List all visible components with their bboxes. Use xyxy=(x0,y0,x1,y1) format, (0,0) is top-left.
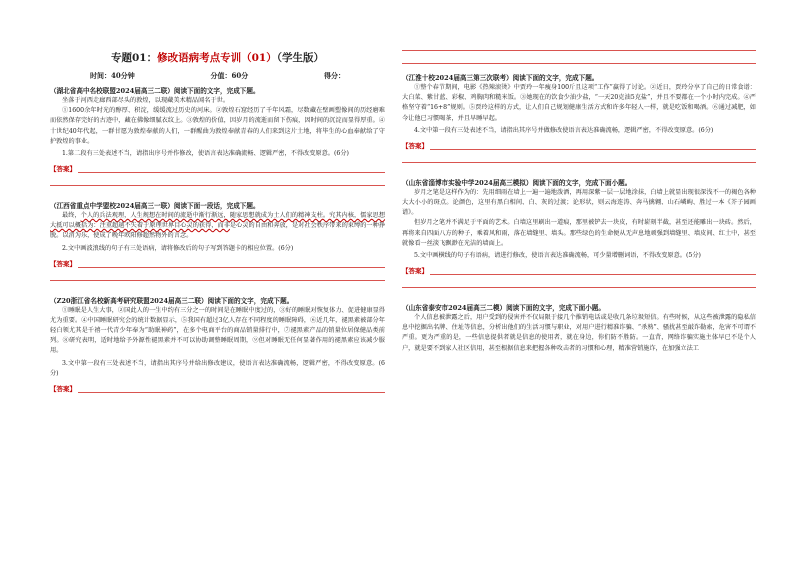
section-2-p1: 最终，个人的兵法观理，人生规想在时间的流逝中渐行渐远，随家思想就成为士人们的精神支柱。究其内核，儒家思想大抵可以概括为：注重超越不失着于原理世界目心灵的获得，而非是心灵的自由和奔放，是对社会秩序带来的束缚的一种挣脱。以消为乐，使成了晚年欧阳修超然物外的言念。 xyxy=(50,212,385,240)
title-block xyxy=(50,50,385,81)
section-6-p1: 个人信息被泄露之后，用户受到的侵害并不仅局限于接几个推销电话或是收几条垃圾短信。有些时候，从这些被泄露的隐私信息中挖掘出名牌、住址等信息，分析出他们的生活习惯与职业，对用户进行精准诈骗、“杀熟”、骚扰甚至敲诈勒索，危害不可谓不严重。更为严重的是，一些信息提供者就是信息的使用者，就在身边，你们防不胜防。一直背，网络诈骗实施主体早已不是个人户，就是要不到家人社区信用，甚至根据信息来把握各种攻击者的习惯和心理，精准营销施诈，在加强立法工 xyxy=(402,314,756,352)
title-highlight: 修改语病考点专训（01） xyxy=(157,52,277,64)
section-5-head: （山东省淄博市实验中学2024届高三模拟）阅读下面的文字，完成下面小题。 xyxy=(402,178,632,187)
answer-line[interactable] xyxy=(78,165,385,173)
question-4: 4.文中第一段有三处表述不当，请指出其序号并做修改使语言表达准确流畅，逻辑严密，不得改变原意。(6分) xyxy=(414,126,714,134)
section-1-head: （湖北省高中名校联盟2024届高三二联）阅读下面的文字，完成下题。 xyxy=(50,87,260,95)
answer-label: 【答案】 xyxy=(50,259,76,268)
section-4-p1: ①整个春节期间，电影《热辣滚烫》中贾玲一年瘦身100斤且这项“工作”赢得了讨论。②近日，贾玲分享了自己的日常食谱：大白菜、紫甘蓝、彩椒、鸡胸肉和糙米饭。③她现在的饮食少油少盐，“一天20克油5克盐”，并且不要都在一个小时内完成。④严格坚守着“16+8”规则。⑤贾玲这样的方式，让人们自己规划健康生活方式和许多年轻人一样，就是吃饭和喝酒。⑥通过减肥，如今让他已习惯喝茶，并且早睡早起。 xyxy=(402,84,756,122)
answer-line[interactable] xyxy=(78,260,385,268)
wavy-sentence: 个人的兵法观理，人生规想在时间的流逝中渐行渐远，随家思想就成为士人们的精神 xyxy=(80,212,311,220)
answer-line[interactable] xyxy=(402,275,756,288)
section-5 xyxy=(402,179,756,288)
question-2: 2.文中画波浪线的句子有三处语病，请将修改后的句子写到答题卡的相应位置。(6分) xyxy=(62,244,294,252)
score-label: 分值：60分 xyxy=(210,71,249,80)
answer-label: 【答案】 xyxy=(402,267,428,276)
answer-line[interactable] xyxy=(50,268,385,281)
title-suffix: （学生版） xyxy=(276,52,324,64)
answer-row-2 xyxy=(50,258,385,268)
answer-line[interactable] xyxy=(402,150,756,163)
question-3: 3.文中第一段有三处表述不当，请指出其序号并给出修改建议，使语言表达准确流畅，逻辑严密，不得改变原意。(6分) xyxy=(50,359,385,377)
section-1 xyxy=(50,87,385,186)
answer-label: 【答案】 xyxy=(402,141,428,150)
section-6-head: （山东省泰安市2024届高三二模）阅读下面的文字，完成下面小题。 xyxy=(402,304,605,313)
section-5-p1: 岁月之笔是这样作为的：先用细雨在墙上一遍一遍地泼洒，再用深紫一层一层地涂抹，白墙上就显出现很深浅不一的褐色各种大大小小的斑点。论颜色，这里有黑白相间、白、灰的过渡；论形状，则云海连涛、奔马擒翱、山石嶙峋、胜过一本《芥子园画谱》。 xyxy=(402,188,756,217)
section-1-p1: 坐落于河西走廊西部尽头的敦煌，以现藏美术精品闻名于世。 xyxy=(62,97,230,104)
answer-line[interactable] xyxy=(78,385,385,393)
time-label: 时间：40分钟 xyxy=(90,71,135,80)
page-title xyxy=(50,50,385,65)
section-4-head: （江淮十校2024届高三第三次联考）阅读下面的文字，完成下题。 xyxy=(402,74,599,82)
section-2 xyxy=(50,202,385,281)
right-column xyxy=(402,0,756,561)
answer-line[interactable] xyxy=(430,142,756,150)
answer-row-5 xyxy=(402,265,756,275)
left-column xyxy=(50,0,385,561)
answer-label: 【答案】 xyxy=(50,165,76,174)
answer-row-4 xyxy=(402,140,756,150)
section-4 xyxy=(402,74,756,163)
meta-row xyxy=(90,71,345,81)
answer-row-1 xyxy=(50,163,385,173)
title-prefix: 专题01： xyxy=(111,52,158,64)
question-1: 1.第二段有三处表述不当，请指出序号并作修改，使语言表达准确流畅、逻辑严密，不得改变原意。(6分) xyxy=(62,150,349,158)
section-3 xyxy=(50,297,385,393)
section-5-p2: 但岁月之笔并不满足于平面的艺术。白墙这里刷出一道痕，那里被铲去一块皮，有时崭刻半截，甚至还能雕出一块砖。然后，再将来自四面八方的种子，乘着风和雨，落在墙缝里、墙头。那些绿色的生命便从无声息地顽强到墙缝里、墙皮间、红土中，甚至就像看一丝淡飞飘渺在光洁的墙面上。 xyxy=(402,219,756,247)
section-3-head: （Z20浙江省名校新高考研究联盟2024届高三二联）阅读下面的文字，完成下题。 xyxy=(50,296,294,305)
section-6 xyxy=(402,304,756,354)
answer-label: 【答案】 xyxy=(50,384,76,393)
section-3-p1: ①睡眠是人生大事，②国此人的一生中约有三分之一的时间是在睡眠中度过的，③好的睡眠对恢复体力、促进健康显得尤为重要。④中国睡眠研究会的统计数据显示，⑤我国有超过3亿人存在不同程度的睡眠障碍，⑥近几年，褪黑素被部分年轻白领尤其是千禧一代青少年奉为“助眠神药”，在多个电商平台的商品销量排行中，⑦褪黑素产品的销量位居保健品类前列。⑧研究表明，适时地给予外源性褪黑素并不可以协助调整睡眠周期，⑨但对睡眠无任何显著作用的褪黑素应该减少服用。 xyxy=(50,306,385,355)
answer-row-3 xyxy=(50,383,385,393)
answer-line[interactable] xyxy=(430,267,756,275)
section-1-p2: ①1600余年时光的醇厚、积淀，缓缓流过历史的河床。②敦煌石窟经历了千年风霜，尽数藏在壁画塑像间的历经磨难而依然保存完好的古迹中，藏在佛像细腻衣纹上。③敦煌的价值，因岁月的流逝而留下伤痕，因时间的沉淀而显得厚重。④十世纪40年代起，一群甘愿为敦煌奉献的人们，一群醒曲为敦煌奉献青春的人们来到这片土地，将毕生的心血奉献给了守护敦煌的事业。 xyxy=(50,107,385,145)
section-2-head: （江西省重点中学盟校2024届高三一联）阅读下面一段话，完成下题。 xyxy=(50,202,260,211)
answer-line[interactable] xyxy=(50,173,385,186)
gained-label: 得分： xyxy=(324,71,345,80)
question-5: 5.文中画横线的句子有语病，请进行修改，使语言表达准确流畅，可少量增删词语，不得改变原意。(5分) xyxy=(414,252,701,260)
